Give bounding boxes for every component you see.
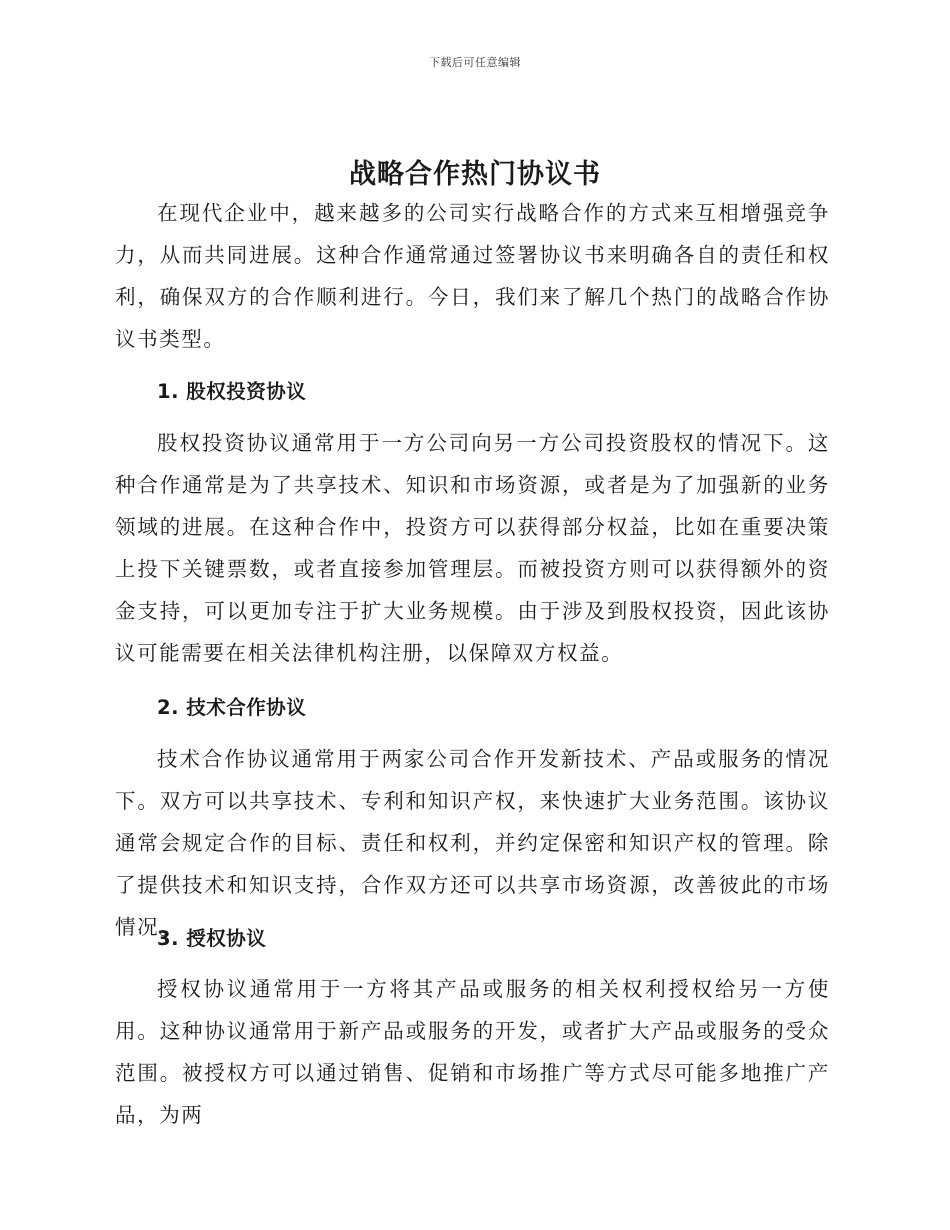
section-heading-technology-cooperation: 2. 技术合作协议 <box>157 696 307 719</box>
document-title: 战略合作热门协议书 <box>349 159 601 190</box>
section-heading-licensing: 3. 授权协议 <box>157 927 267 950</box>
intro-paragraph: 在现代企业中，越来越多的公司实行战略合作的方式来互相增强竞争力，从而共同进展。这种合作通常通过签署协议书来明确各自的责任和权利，确保双方的合作顺利进行。今日，我们来了解几个热门的战略合作协议书类型。 <box>115 201 830 351</box>
page-header-note: 下载后可任意编辑 <box>429 56 521 69</box>
section-heading-equity-investment: 1. 股权投资协议 <box>157 380 307 403</box>
section-paragraph-technology-cooperation: 技术合作协议通常用于两家公司合作开发新技术、产品或服务的情况下。双方可以共享技术、专利和知识产权，来快速扩大业务范围。该协议通常会规定合作的目标、责任和权利，并约定保密和知识产权的管理。除了提供技术和知识支持，合作双方还可以共享市场资源，改善彼此的市场情况。 <box>115 747 830 939</box>
section-paragraph-licensing: 授权协议通常用于一方将其产品或服务的相关权利授权给另一方使用。这种协议通常用于新产品或服务的开发，或者扩大产品或服务的受众范围。被授权方可以通过销售、促销和市场推广等方式尽可能多地推广产品，为两 <box>115 977 830 1127</box>
section-paragraph-equity-investment: 股权投资协议通常用于一方公司向另一方公司投资股权的情况下。这种合作通常是为了共享技术、知识和市场资源，或者是为了加强新的业务领域的进展。在这种合作中，投资方可以获得部分权益，比如在重要决策上投下关键票数，或者直接参加管理层。而被投资方则可以获得额外的资金支持，可以更加专注于扩大业务规模。由于涉及到股权投资，因此该协议可能需要在相关法律机构注册，以保障双方权益。 <box>115 431 830 665</box>
